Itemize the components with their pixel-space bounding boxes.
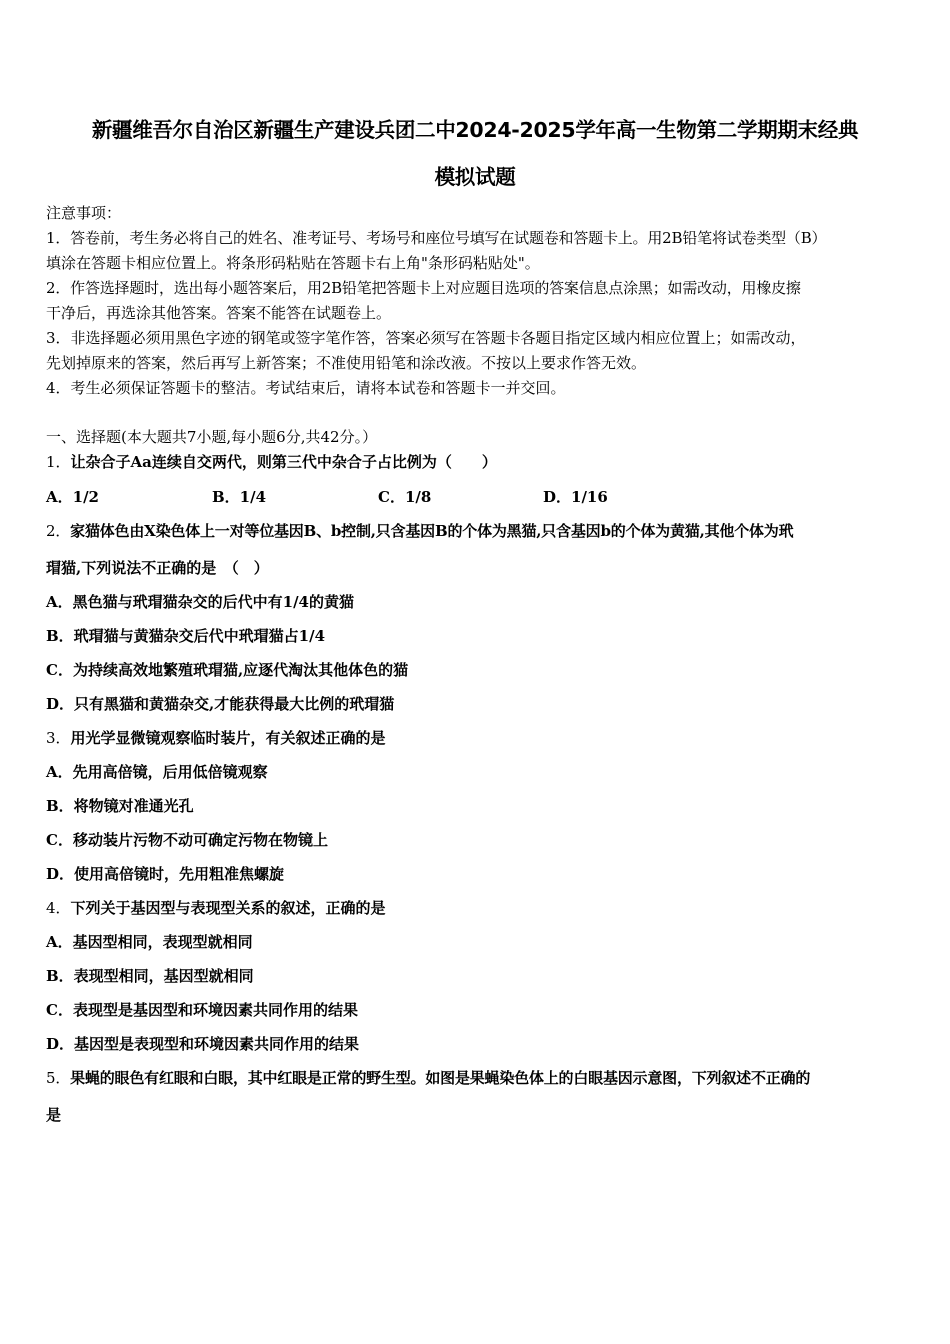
question-1-option-b: B．1/4: [212, 488, 267, 506]
question-3-option-b: B．将物镜对准通光孔: [46, 797, 194, 815]
question-4-stem: [46, 897, 386, 918]
notice-heading: 注意事项：: [46, 204, 122, 222]
question-2-stem-line-2: 瑁猫,下列说法不正确的是 （ ）: [46, 559, 269, 577]
title-line-1: 新疆维吾尔自治区新疆生产建设兵团二中2024-2025学年高一生物第二学期期末经典: [91, 118, 859, 142]
question-3-option-a: A．先用高倍镜，后用低倍镜观察: [46, 763, 268, 781]
notice-line-6: 先划掉原来的答案，然后再写上新答案；不准使用铅笔和涂改液。不按以上要求作答无效。: [46, 354, 647, 372]
question-5-text-1: 果蝇的眼色有红眼和白眼，其中红眼是正常的野生型。如图是果蝇染色体上的白眼基因示意图，下列叙述不正确的: [70, 1069, 811, 1087]
section-heading: 一、选择题(本大题共7小题,每小题6分,共42分。）: [46, 428, 378, 446]
notice-line-7: 4．考生必须保证答题卡的整洁。考试结束后，请将本试卷和答题卡一并交回。: [46, 379, 566, 397]
question-2-stem-line-1: [46, 520, 793, 541]
question-1-option-c: C．1/8: [378, 488, 432, 506]
question-1-option-d: D．1/16: [543, 488, 608, 506]
notice-line-3: 2．作答选择题时，选出每小题答案后，用2B铅笔把答题卡上对应题目选项的答案信息点涂黑；如需改动，用橡皮擦: [46, 279, 801, 297]
notice-line-1: 1．答卷前，考生务必将自己的姓名、准考证号、考场号和座位号填写在试题卷和答题卡上。用2B铅笔将试卷类型（B）: [46, 229, 827, 247]
question-5-stem-line-2: 是: [46, 1106, 62, 1124]
question-4-option-c: C．表现型是基因型和环境因素共同作用的结果: [46, 1001, 358, 1019]
question-4-option-b: B．表现型相同，基因型就相同: [46, 967, 254, 985]
question-5-number: 5．: [46, 1069, 71, 1087]
question-4-number: 4．: [46, 899, 71, 917]
question-4-text: 下列关于基因型与表现型关系的叙述，正确的是: [70, 899, 386, 917]
question-2-option-d: D．只有黑猫和黄猫杂交,才能获得最大比例的玳瑁猫: [46, 695, 395, 713]
question-4-option-a: A．基因型相同，表现型就相同: [46, 933, 253, 951]
question-1-number: 1．: [46, 453, 71, 471]
question-1-text: 让杂合子Aa连续自交两代，则第三代中杂合子占比例为（ ）: [70, 453, 497, 471]
question-2-text-1: 家猫体色由X染色体上一对等位基因B、b控制,只含基因B的个体为黑猫,只含基因b的个体为黄猫,其他个体为玳: [70, 522, 794, 540]
notice-line-2: 填涂在答题卡相应位置上。将条形码粘贴在答题卡右上角"条形码粘贴处"。: [46, 254, 540, 272]
question-2-option-a: A．黑色猫与玳瑁猫杂交的后代中有1/4的黄猫: [46, 593, 354, 611]
question-2-number: 2．: [46, 522, 71, 540]
question-3-option-c: C．移动装片污物不动可确定污物在物镜上: [46, 831, 328, 849]
question-1-option-a: A．1/2: [46, 488, 99, 506]
question-4-option-d: D．基因型是表现型和环境因素共同作用的结果: [46, 1035, 360, 1053]
notice-line-4: 干净后，再选涂其他答案。答案不能答在试题卷上。: [46, 304, 392, 322]
question-2-option-b: B．玳瑁猫与黄猫杂交后代中玳瑁猫占1/4: [46, 627, 326, 645]
question-5-stem-line-1: [46, 1067, 810, 1088]
question-2-option-c: C．为持续高效地繁殖玳瑁猫,应逐代淘汰其他体色的猫: [46, 661, 409, 679]
question-3-stem: [46, 727, 386, 748]
title-line-2: 模拟试题: [434, 165, 516, 189]
question-3-number: 3．: [46, 729, 71, 747]
notice-line-5: 3．非选择题必须用黑色字迹的钢笔或签字笔作答，答案必须写在答题卡各题目指定区域内相应位置上；如需改动，: [46, 329, 806, 347]
question-1-stem: [46, 451, 497, 472]
question-3-text: 用光学显微镜观察临时装片，有关叙述正确的是: [70, 729, 386, 747]
question-3-option-d: D．使用高倍镜时，先用粗准焦螺旋: [46, 865, 285, 883]
